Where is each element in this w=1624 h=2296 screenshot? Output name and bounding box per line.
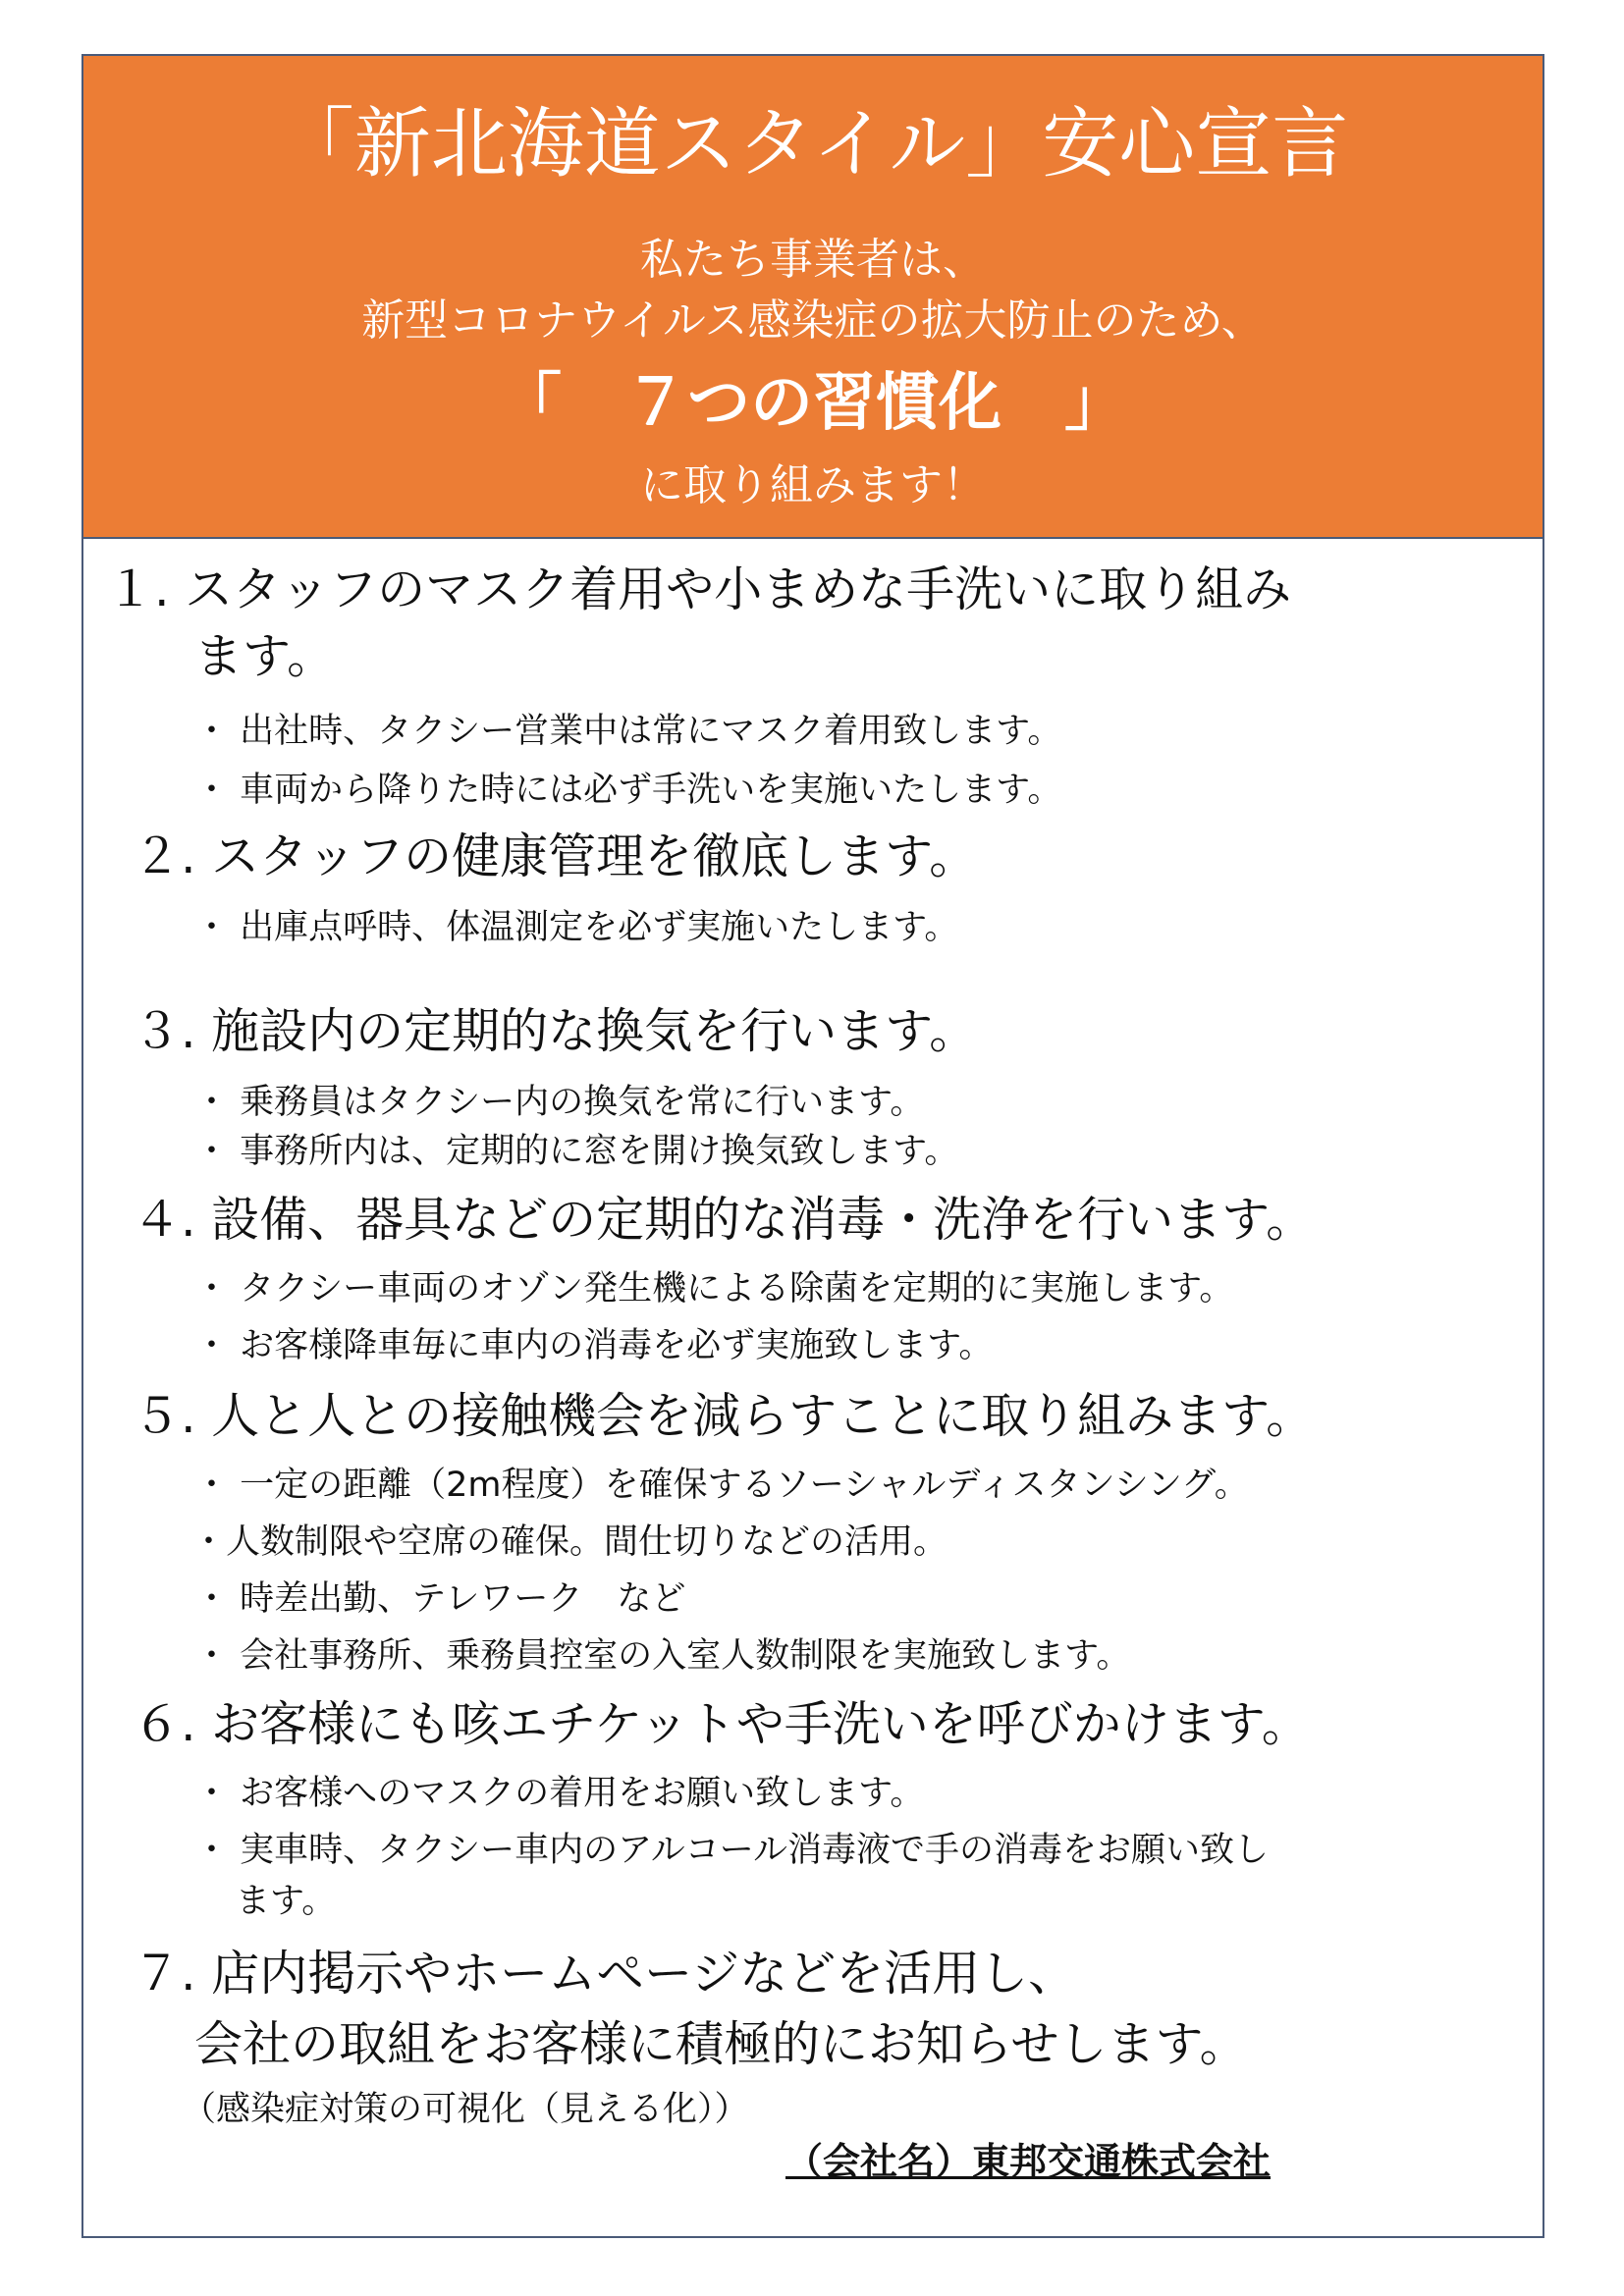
company-name: （会社名）東邦交通株式会社	[785, 2140, 1272, 2183]
item-6-heading: ６. お客様にも咳エチケットや手洗いを呼びかけます。	[133, 1696, 1310, 1752]
seven-habits-heading: 「 ７つの習慣化 」	[499, 367, 1127, 440]
item-1-sub-2: ・ 車両から降りた時には必ず手洗いを実施いたします。	[194, 771, 1062, 810]
item-2-heading: ２. スタッフの健康管理を徹底します。	[133, 828, 978, 884]
item-6-sub-1: ・ お客様へのマスクの着用をお願い致します。	[194, 1774, 925, 1813]
item-6-sub-2: ・ 実車時、タクシー車内のアルコール消毒液で手の消毒をお願い致し	[194, 1831, 1270, 1870]
intro-line-4: に取り組みます！	[640, 460, 986, 510]
item-6-sub-2-cont: ます。	[236, 1882, 337, 1921]
item-4-sub-1: ・ タクシー車両のオゾン発生機による除菌を定期的に実施します。	[194, 1269, 1234, 1308]
item-1-heading-cont: ます。	[194, 628, 336, 684]
header-banner	[83, 56, 1543, 539]
intro-line-2: 新型コロナウイルス感染症の拡大防止のため、	[361, 295, 1265, 346]
item-3-sub-2: ・ 事務所内は、定期的に窓を開け換気致します。	[194, 1132, 959, 1171]
item-1-heading: １. スタッフのマスク着用や小まめな手洗いに取り組み	[106, 561, 1292, 617]
item-3-sub-1: ・ 乗務員はタクシー内の換気を常に行います。	[194, 1083, 925, 1122]
item-7-note: （感染症対策の可視化（見える化））	[182, 2090, 749, 2129]
item-4-heading: ４. 設備、器具などの定期的な消毒・洗浄を行います。	[133, 1192, 1315, 1248]
item-7-heading-cont: 会社の取組をお客様に積極的にお知らせします。	[194, 2016, 1248, 2072]
item-7-heading: ７. 店内掲示やホームページなどを活用し、	[133, 1946, 1077, 2002]
item-1-sub-1: ・ 出社時、タクシー営業中は常にマスク着用致します。	[194, 712, 1062, 751]
intro-line-1: 私たち事業者は、	[640, 235, 986, 285]
item-5-sub-4: ・ 会社事務所、乗務員控室の入室人数制限を実施致します。	[194, 1636, 1131, 1676]
item-2-sub-1: ・ 出庫点呼時、体温測定を必ず実施いたします。	[194, 908, 959, 947]
item-4-sub-2: ・ お客様降車毎に車内の消毒を必ず実施致します。	[194, 1326, 994, 1365]
item-3-heading: ３. 施設内の定期的な換気を行います。	[133, 1003, 978, 1059]
item-5-sub-2: ・人数制限や空席の確保。間仕切りなどの活用。	[191, 1522, 948, 1562]
page-title: 「新北海道スタイル」安心宣言	[277, 100, 1349, 188]
item-5-sub-3: ・ 時差出勤、テレワーク など	[194, 1579, 686, 1619]
item-5-heading: ５. 人と人との接触機会を減らすことに取り組みます。	[133, 1388, 1315, 1444]
item-5-sub-1: ・ 一定の距離（2m程度）を確保するソーシャルディスタンシング。	[194, 1466, 1249, 1505]
